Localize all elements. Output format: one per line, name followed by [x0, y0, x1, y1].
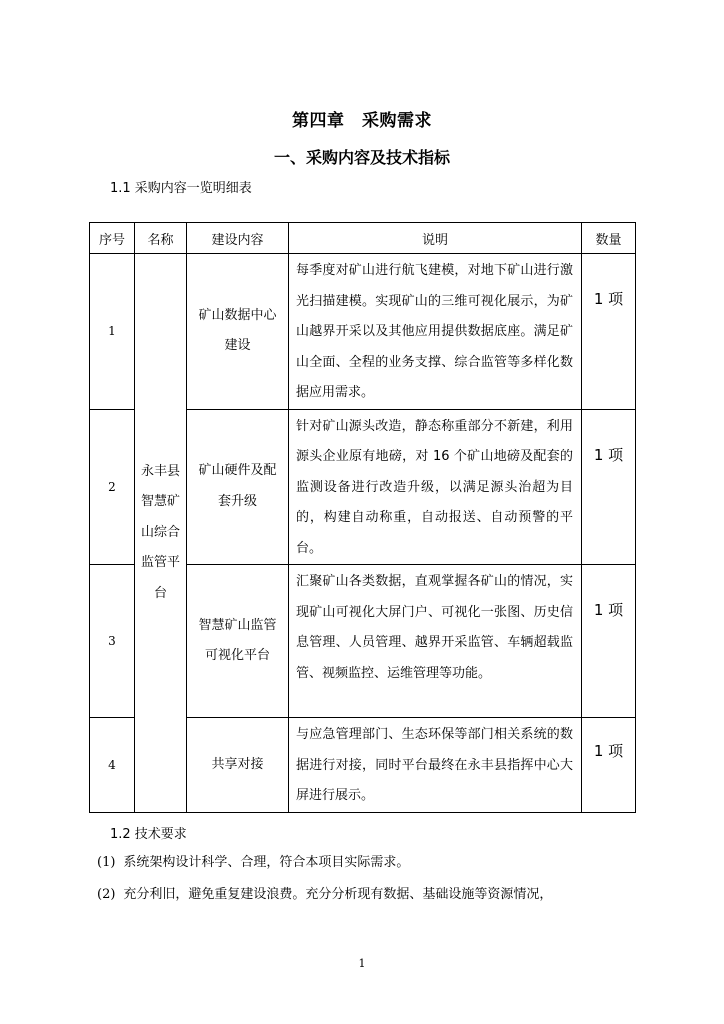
row-no: 4 — [90, 718, 135, 813]
row-no: 3 — [90, 565, 135, 718]
row-qty: 1 项 — [582, 409, 636, 565]
row-qty: 1 项 — [582, 565, 636, 718]
row-qty: 1 项 — [582, 718, 636, 813]
row-desc: 每季度对矿山进行航飞建模，对地下矿山进行激光扫描建模。实现矿山的三维可视化展示，为矿山越界开采以及其他应用提供数据底座。满足矿山全面、全程的业务支撑、综合监管等多样化数据应用需求。 — [289, 254, 582, 410]
header-content: 建设内容 — [187, 223, 289, 254]
row-no: 2 — [90, 409, 135, 565]
row-content: 智慧矿山监管可视化平台 — [187, 565, 289, 718]
row-content: 矿山硬件及配套升级 — [187, 409, 289, 565]
header-desc: 说明 — [289, 223, 582, 254]
table-row — [90, 254, 636, 410]
section-title: 一、采购内容及技术指标 — [273, 148, 450, 167]
requirement-item — [97, 883, 552, 902]
chapter-title: 第四章 采购需求 — [292, 111, 432, 131]
header-name: 名称 — [135, 223, 187, 254]
row-qty: 1 项 — [582, 254, 636, 410]
requirement-item — [97, 851, 409, 870]
table-header-row — [90, 223, 636, 254]
subsection-2-heading: 1.2 技术要求 — [110, 827, 187, 842]
requirement-number: (1) — [97, 855, 116, 870]
header-no: 序号 — [90, 223, 135, 254]
row-content: 矿山数据中心建设 — [187, 254, 289, 410]
header-qty: 数量 — [582, 223, 636, 254]
category-name: 永丰县智慧矿山综合监管平台 — [140, 463, 180, 601]
requirement-text: 系统架构设计科学、合理，符合本项目实际需求。 — [123, 855, 410, 870]
row-no: 1 — [90, 254, 135, 410]
row-desc: 汇聚矿山各类数据，直观掌握各矿山的情况，实现矿山可视化大屏门户、可视化一张图、历史信息管理、人员管理、越界开采监管、车辆超载监管、视频监控、运维管理等功能。 — [289, 565, 582, 718]
row-desc: 针对矿山源头改造，静态称重部分不新建，利用源头企业原有地磅，对 16 个矿山地磅及配套的监测设备进行改造升级，以满足源头治超为目的，构建自动称重，自动报送、自动预警的平台。 — [289, 409, 582, 565]
row-content: 共享对接 — [187, 718, 289, 813]
category-cell — [135, 254, 187, 813]
procurement-table — [89, 222, 636, 813]
subsection-1-heading: 1.1 采购内容一览明细表 — [110, 181, 252, 196]
page-number: 1 — [358, 957, 366, 970]
requirement-text: 充分利旧，避免重复建设浪费。充分分析现有数据、基础设施等资源情况， — [123, 887, 553, 902]
requirement-number: (2) — [97, 887, 116, 902]
row-desc: 与应急管理部门、生态环保等部门相关系统的数据进行对接，同时平台最终在永丰县指挥中心大屏进行展示。 — [289, 718, 582, 813]
